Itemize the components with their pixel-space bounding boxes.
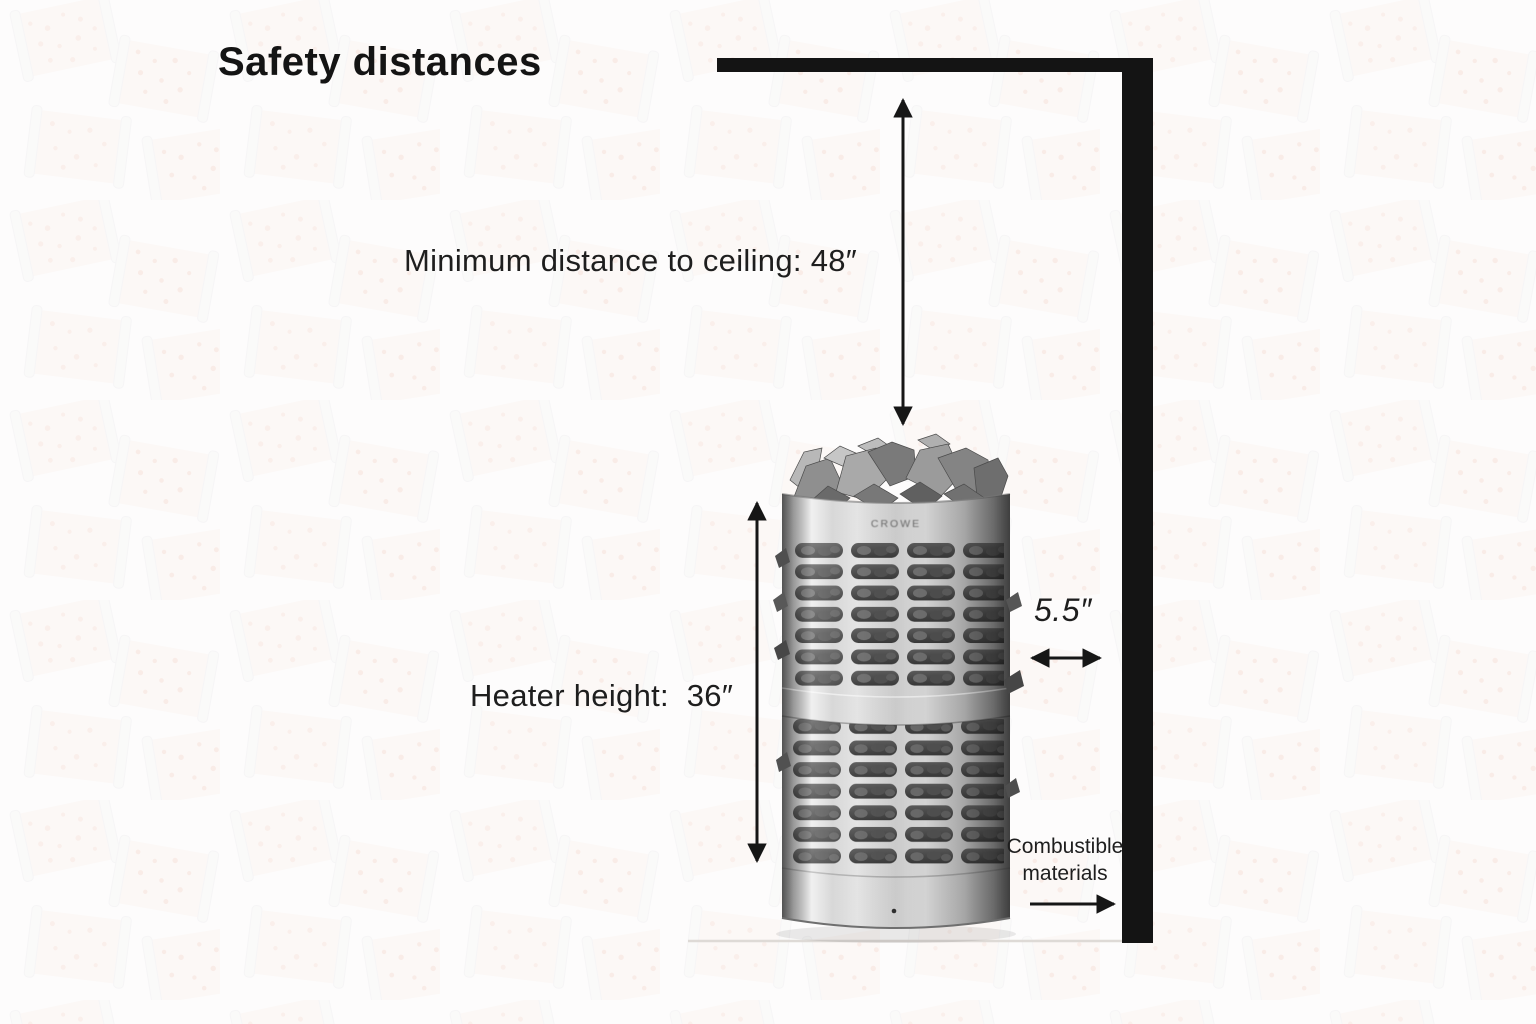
- ceiling-bar: [717, 58, 1153, 72]
- page-title: Safety distances: [218, 40, 542, 84]
- sauna-heater: [773, 434, 1024, 943]
- heater-curvature-shading: [782, 494, 1010, 928]
- combustible-line-2: materials: [1022, 862, 1108, 885]
- combustible-materials-label: [1000, 833, 1130, 887]
- wall-bar: [1122, 58, 1153, 943]
- ceiling-distance-label: Minimum distance to ceiling: 48″: [404, 243, 858, 278]
- heater-brand-text: CROWE: [870, 518, 922, 530]
- heater-base-dot: [892, 909, 897, 914]
- combustible-line-1: Combustible: [1006, 835, 1124, 858]
- wall-gap-label: 5.5″: [1034, 592, 1092, 628]
- heater-height-label: Heater height: 36″: [470, 678, 734, 713]
